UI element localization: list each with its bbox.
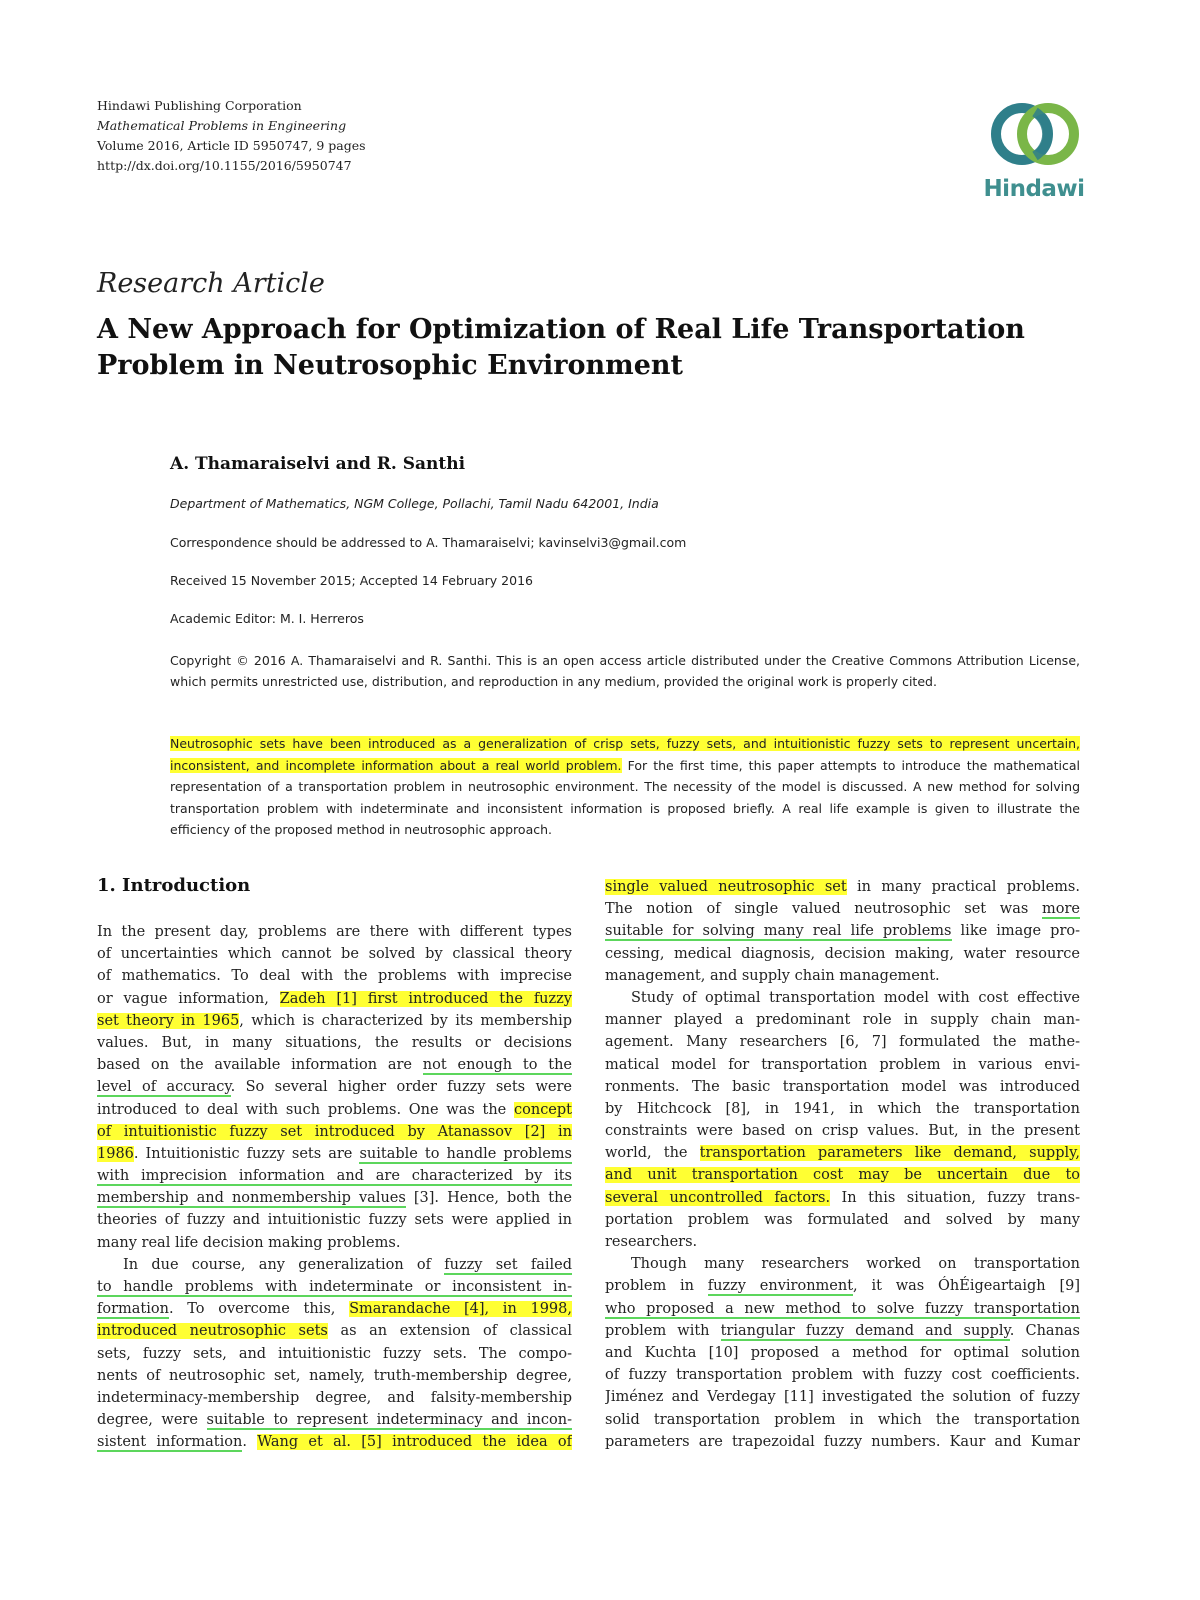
text-line <box>97 988 572 1010</box>
text-line <box>97 921 572 943</box>
highlighted-text: 1986 <box>97 1145 134 1162</box>
underlined-text: level of accuracy <box>97 1079 231 1096</box>
text-line <box>605 1320 1080 1342</box>
text-line <box>97 1298 572 1320</box>
journal-name: Mathematical Problems in Engineering <box>97 118 347 133</box>
highlighted-text: of intuitionistic fuzzy set introduced by Atanassov [2] in <box>97 1123 572 1140</box>
text-line <box>97 1254 572 1276</box>
hindawi-logo-text: Hindawi <box>983 176 1085 202</box>
body-text: . So several higher order fuzzy sets were <box>230 1079 572 1096</box>
text-line <box>97 1099 572 1121</box>
body-text: In this situation, fuzzy trans- <box>830 1189 1080 1206</box>
text-line <box>605 1098 1080 1120</box>
highlighted-text: single valued neutrosophic set <box>605 879 847 895</box>
affiliation: Department of Mathematics, NGM College, Pollachi, Tamil Nadu 642001, India <box>170 496 659 511</box>
received-dates: Received 15 November 2015; Accepted 14 February 2016 <box>170 573 533 588</box>
abstract <box>170 733 1080 841</box>
body-text: indeterminacy-membership degree, and falsity-membership <box>97 1389 572 1406</box>
highlighted-text: set theory in 1965 <box>97 1012 240 1029</box>
text-line <box>97 1431 572 1453</box>
body-text: management, and supply chain management. <box>605 967 940 984</box>
text-line <box>97 1343 572 1365</box>
text-line <box>97 1032 572 1054</box>
body-text: like image pro- <box>951 923 1080 940</box>
body-text: degree, were <box>97 1412 207 1429</box>
text-line <box>605 1431 1080 1453</box>
body-text: sets, fuzzy sets, and intuitionistic fuzzy sets. The compo- <box>97 1345 572 1362</box>
body-text: , which is characterized by its membership <box>239 1012 572 1029</box>
publisher: Hindawi Publishing Corporation <box>97 98 302 113</box>
article-title <box>97 312 1077 384</box>
body-text: The notion of single valued neutrosophic set was <box>605 901 1042 918</box>
body-text: agement. Many researchers [6, 7] formulated the mathe- <box>605 1034 1080 1051</box>
body-text: nents of neutrosophic set, namely, truth-membership degree, <box>97 1367 572 1384</box>
text-line <box>605 1187 1080 1209</box>
underlined-text: membership and nonmembership values <box>97 1190 406 1207</box>
text-line <box>605 1009 1080 1031</box>
text-line <box>605 1275 1080 1297</box>
underlined-text: more <box>1042 901 1080 918</box>
text-line <box>97 1076 572 1098</box>
highlighted-text: Wang et al. [5] introduced the idea of <box>257 1434 572 1451</box>
section-heading: 1. Introduction <box>97 875 251 896</box>
text-line <box>97 1320 572 1342</box>
body-text: of mathematics. To deal with the problems with imprecise <box>97 968 572 985</box>
text-line <box>97 1143 572 1165</box>
text-line <box>605 1209 1080 1231</box>
journal-header <box>97 96 366 176</box>
text-line <box>97 1232 572 1254</box>
underlined-text: formation <box>97 1301 169 1318</box>
abstract-text: For the first time, this paper attempts to introduce the mathematical representation of a transportation problem in neutrosophic environment. The necessity of the model is discussed. A new method for solving transportation problem with indeterminate and inconsistent information is proposed briefly. A real life example is given to illustrate the efficiency of the proposed method in neutrosophic approach. <box>170 757 1080 837</box>
underlined-text: triangular fuzzy demand and supply <box>720 1322 1010 1339</box>
text-line <box>97 1187 572 1209</box>
underlined-text: suitable to handle problems <box>359 1145 572 1162</box>
body-text: Though many researchers worked on transportation <box>631 1256 1080 1273</box>
body-text: problem in <box>605 1278 708 1295</box>
copyright-notice: Copyright © 2016 A. Thamaraiselvi and R. Santhi. This is an open access article distributed under the Creative Commons Attribution License, which permits unrestricted use, distribution, and reproduction in any medium, provided the original work is properly cited. <box>170 653 1080 689</box>
text-line <box>605 1076 1080 1098</box>
text-line <box>605 1298 1080 1320</box>
underlined-text: sistent information <box>97 1434 243 1451</box>
authors: A. Thamaraiselvi and R. Santhi <box>170 454 466 474</box>
body-text: portation problem was formulated and solved by many <box>605 1211 1080 1228</box>
body-text: [3]. Hence, both the <box>405 1190 572 1207</box>
article-type: Research Article <box>97 268 325 299</box>
underlined-text: with imprecision information and are characterized by its <box>97 1168 572 1185</box>
highlighted-text: transportation parameters like demand, supply, <box>699 1145 1080 1162</box>
body-text: values. But, in many situations, the results or decisions <box>97 1034 572 1051</box>
body-text: problem with <box>605 1322 721 1339</box>
text-line <box>605 1164 1080 1186</box>
body-text: or vague information, <box>97 990 280 1007</box>
body-text: In due course, any generalization of <box>123 1256 445 1273</box>
underlined-text: to handle problems with indeterminate or inconsistent in- <box>97 1279 572 1295</box>
underlined-text: fuzzy set failed <box>444 1256 572 1273</box>
highlighted-text: several uncontrolled factors. <box>605 1189 831 1206</box>
body-text: . Chanas <box>1009 1322 1080 1339</box>
text-line <box>97 1387 572 1409</box>
body-text: cessing, medical diagnosis, decision making, water resource <box>605 945 1080 962</box>
body-text: . <box>242 1434 258 1451</box>
text-line <box>605 920 1080 942</box>
body-text: theories of fuzzy and intuitionistic fuzzy sets were applied in <box>97 1212 572 1229</box>
body-text: constraints were based on crisp values. But, in the present <box>605 1123 1080 1140</box>
doi-link[interactable]: http://dx.doi.org/10.1155/2016/5950747 <box>97 158 352 173</box>
text-line <box>605 1054 1080 1076</box>
underlined-text: suitable to represent indeterminacy and incon- <box>206 1412 572 1429</box>
text-line <box>605 1142 1080 1164</box>
text-line <box>97 1276 572 1298</box>
highlighted-text: introduced neutrosophic sets <box>97 1323 328 1340</box>
text-line <box>97 1209 572 1231</box>
text-line <box>605 1342 1080 1364</box>
text-line <box>97 1121 572 1143</box>
body-text: and Kuchta [10] proposed a method for optimal solution <box>605 1344 1080 1361</box>
body-text: solid transportation problem in which the transportation <box>605 1411 1080 1428</box>
underlined-text: suitable for solving many real life problems <box>605 923 952 940</box>
title-line-2: Problem in Neutrosophic Environment <box>97 350 683 381</box>
body-text: , it was ÓhÉigeartaigh [9] <box>853 1278 1080 1295</box>
body-text: of uncertainties which cannot be solved by classical theory <box>97 946 572 963</box>
text-line <box>97 1409 572 1431</box>
underlined-text: fuzzy environment <box>707 1278 854 1295</box>
text-line <box>97 1054 572 1076</box>
text-line <box>605 987 1080 1009</box>
text-line <box>97 1010 572 1032</box>
body-text: many real life decision making problems. <box>97 1234 401 1251</box>
body-text: in many practical problems. <box>846 879 1080 895</box>
body-text: parameters are trapezoidal fuzzy numbers. Kaur and Kumar <box>605 1433 1080 1450</box>
left-column <box>97 921 572 1454</box>
underlined-text: who proposed a new method to solve fuzzy transportation <box>605 1300 1080 1317</box>
underlined-text: not enough to the <box>422 1057 572 1074</box>
highlighted-text: Zadeh [1] first introduced the fuzzy <box>279 990 572 1007</box>
body-text: manner played a predominant role in supply chain man- <box>605 1012 1080 1029</box>
body-text: Jiménez and Verdegay [11] investigated the solution of fuzzy <box>605 1389 1080 1406</box>
body-text: introduced to deal with such problems. One was the <box>97 1101 514 1118</box>
highlighted-text: concept <box>514 1101 572 1118</box>
body-text: based on the available information are <box>97 1057 423 1074</box>
highlighted-text: and unit transportation cost may be uncertain due to <box>605 1167 1080 1184</box>
right-column <box>605 876 1080 1453</box>
text-line <box>97 943 572 965</box>
text-line <box>605 1409 1080 1431</box>
text-line <box>605 1231 1080 1253</box>
text-line <box>605 898 1080 920</box>
text-line <box>605 943 1080 965</box>
text-line <box>605 1386 1080 1408</box>
text-line <box>605 1120 1080 1142</box>
body-text: ronments. The basic transportation model was introduced <box>605 1078 1080 1095</box>
text-line <box>97 1365 572 1387</box>
body-text: by Hitchcock [8], in 1941, in which the transportation <box>605 1100 1080 1117</box>
text-line <box>605 876 1080 898</box>
text-line <box>605 1253 1080 1275</box>
body-text: as an extension of classical <box>327 1323 572 1340</box>
text-line <box>605 1031 1080 1053</box>
highlighted-text: Smarandache [4], in 1998, <box>349 1301 572 1318</box>
text-line <box>605 1364 1080 1386</box>
body-text: matical model for transportation problem in various envi- <box>605 1056 1080 1073</box>
text-line <box>97 1165 572 1187</box>
body-text: world, the <box>605 1145 700 1162</box>
abstract-highlight: Neutrosophic sets have been introduced as a generalization of crisp sets, fuzzy sets, and intuitionistic fuzzy sets to represent uncertain, inconsistent, and incomplete information about a real world problem. <box>170 736 1080 773</box>
body-text: . To overcome this, <box>168 1301 350 1318</box>
title-line-1: A New Approach for Optimization of Real Life Transportation <box>97 314 1025 345</box>
volume-info: Volume 2016, Article ID 5950747, 9 pages <box>97 138 366 153</box>
text-line <box>97 965 572 987</box>
body-text: . Intuitionistic fuzzy sets are <box>133 1145 360 1162</box>
body-text: of fuzzy transportation problem with fuzzy cost coefficients. <box>605 1367 1080 1384</box>
body-text: researchers. <box>605 1234 698 1250</box>
academic-editor: Academic Editor: M. I. Herreros <box>170 611 364 626</box>
body-text: Study of optimal transportation model with cost effective <box>631 989 1080 1006</box>
text-line <box>605 965 1080 987</box>
correspondence: Correspondence should be addressed to A. Thamaraiselvi; kavinselvi3@gmail.com <box>170 535 687 550</box>
body-text: In the present day, problems are there with different types <box>97 924 572 940</box>
